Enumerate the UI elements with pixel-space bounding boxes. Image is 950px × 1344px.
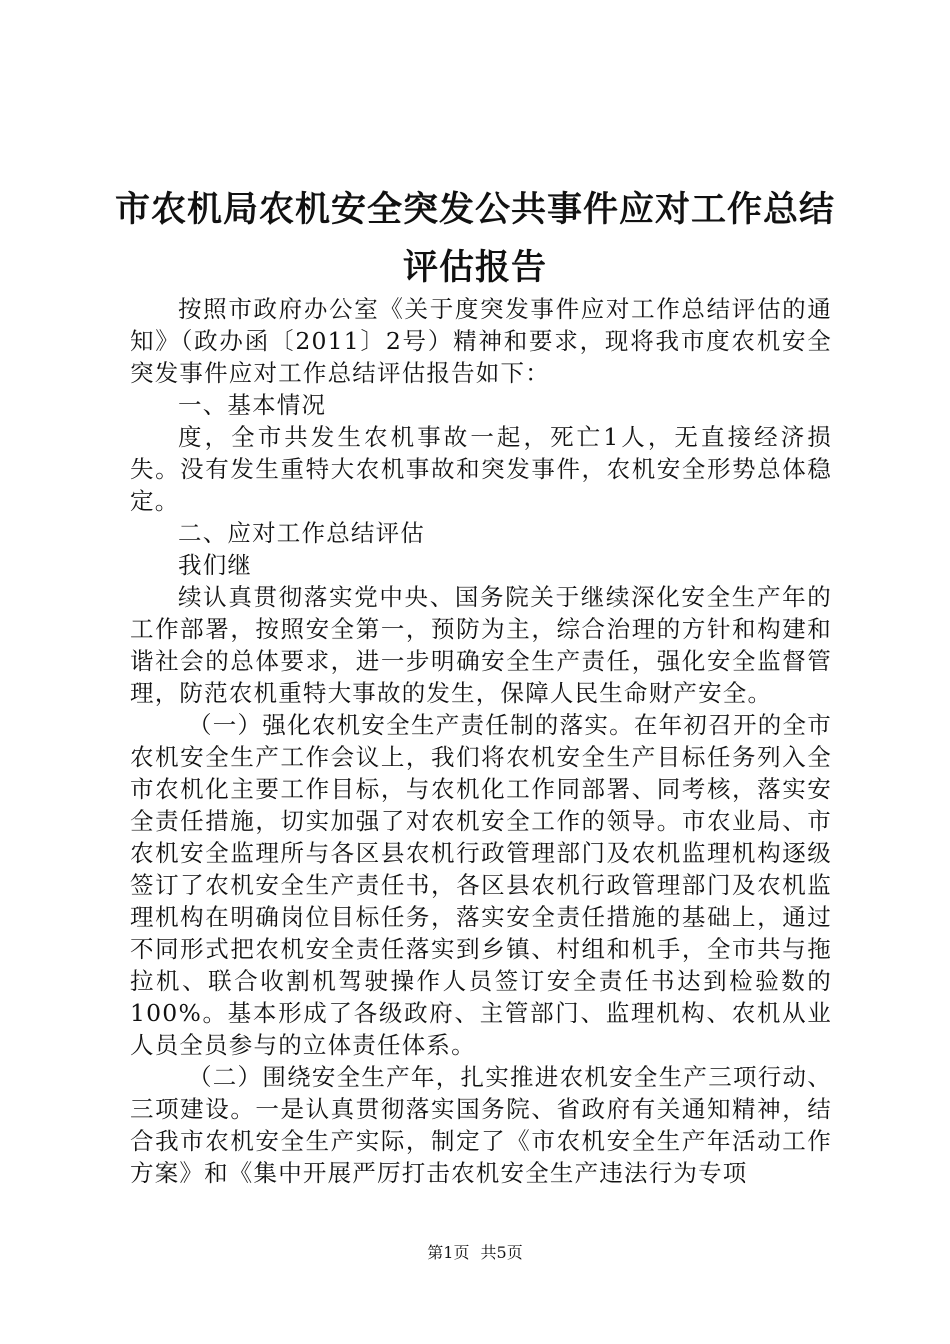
document-title-line-1: 市农机局农机安全突发公共事件应对工作总结	[114, 189, 835, 230]
document-title-line-2: 评估报告	[402, 247, 547, 288]
paragraph-item-1: （一）强化农机安全生产责任制的落实。在年初召开的全市农机安全生产工作会议上，我们将农机安全生产目标任务列入全市农机化主要工作目标，与农机化工作同部署、同考核，落实安全责任措施，切实加强了对农机安全工作的领导。市农业局、市农机安全监理所与各区县农机行政管理部门及农机监理机构逐级签订了农机安全生产责任书，各区县农机行政管理部门及农机监理机构在明确岗位目标任务，落实安全责任措施的基础上，通过不同形式把农机安全责任落实到乡镇、村组和机手，全市共与拖拉机、联合收割机驾驶操作人员签订安全责任书达到检验数的100%。基本形成了各级政府、主管部门、监理机构、农机从业人员全员参与的立体责任体系。	[130, 711, 832, 1059]
paragraph-item-2: （二）围绕安全生产年，扎实推进农机安全生产三项行动、三项建设。一是认真贯彻落实国务院、省政府有关通知精神，结合我市农机安全生产实际，制定了《市农机安全生产年活动工作方案》和《集中开展严厉打击农机安全生产违法行为专项	[130, 1063, 832, 1187]
paragraph-overview: 续认真贯彻落实党中央、国务院关于继续深化安全生产年的工作部署，按照安全第一，预防为主，综合治理的方针和构建和谐社会的总体要求，进一步明确安全生产责任，强化安全监督管理，防范农机重特大事故的发生，保障人民生命财产安全。	[130, 583, 832, 707]
page-total: 共5页	[480, 1243, 523, 1262]
page-number: 第1页	[427, 1243, 470, 1262]
section-heading-basic-situation: 一、基本情况	[178, 391, 327, 419]
document-body	[130, 293, 832, 1189]
paragraph-fragment: 我们继	[178, 551, 253, 579]
section-heading-evaluation: 二、应对工作总结评估	[178, 519, 425, 547]
paragraph-basic-situation: 度，全市共发生农机事故一起，死亡1人，无直接经济损失。没有发生重特大农机事故和突发事件，农机安全形势总体稳定。	[130, 423, 832, 515]
page-footer	[0, 1243, 950, 1263]
paragraph-intro: 按照市政府办公室《关于度突发事件应对工作总结评估的通知》（政办函〔2011〕2号）精神和要求，现将我市度农机安全突发事件应对工作总结评估报告如下：	[130, 295, 832, 387]
